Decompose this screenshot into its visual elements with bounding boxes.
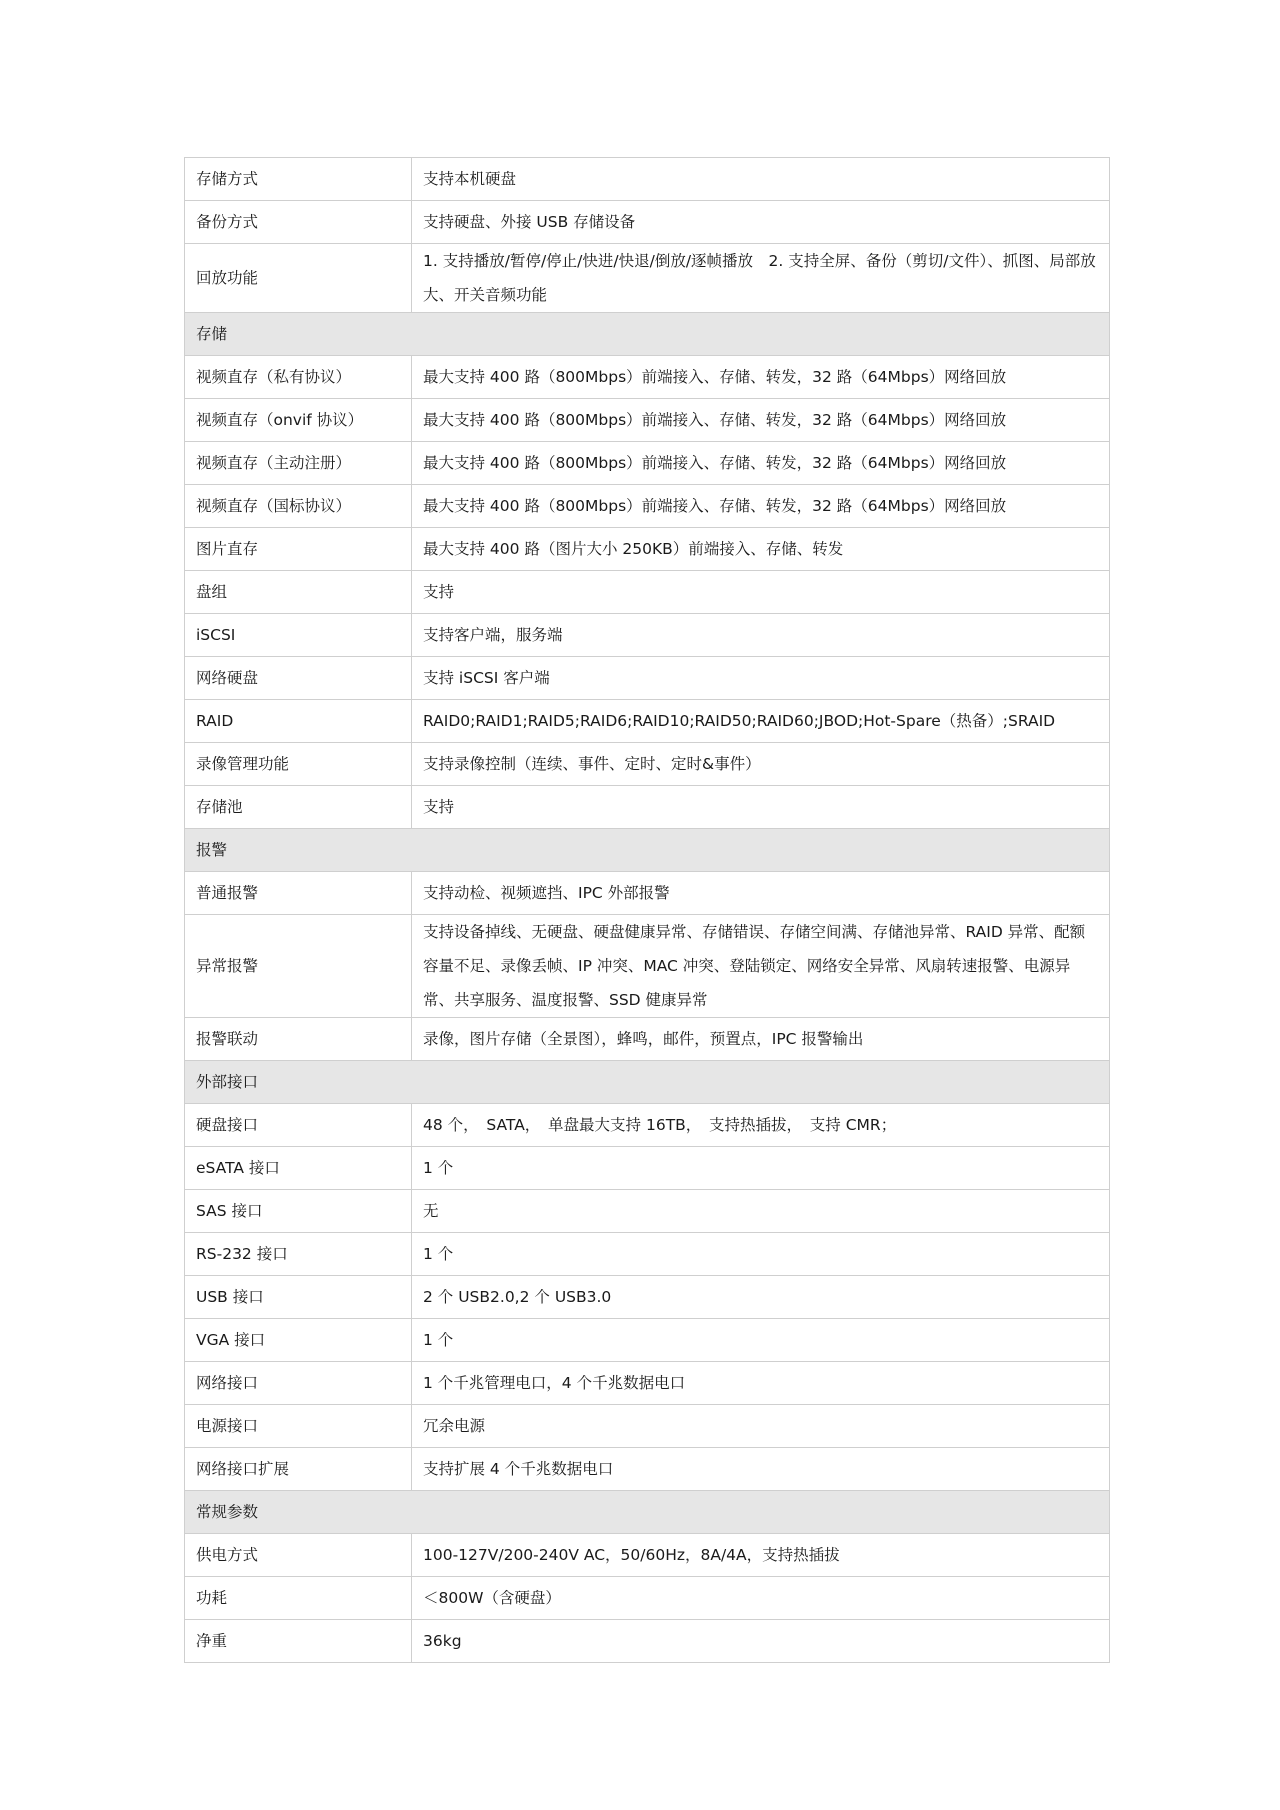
section-title: 存储 — [185, 313, 1110, 356]
spec-row — [185, 1620, 1110, 1663]
spec-label: 网络接口 — [185, 1362, 412, 1405]
spec-row — [185, 356, 1110, 399]
spec-label: 备份方式 — [185, 201, 412, 244]
spec-value: 100-127V/200-240V AC，50/60Hz，8A/4A，支持热插拔 — [412, 1534, 1110, 1577]
spec-value: 最大支持 400 路（800Mbps）前端接入、存储、转发，32 路（64Mbps）网络回放 — [412, 399, 1110, 442]
spec-row — [185, 915, 1110, 1018]
spec-row — [185, 1147, 1110, 1190]
spec-value: 支持动检、视频遮挡、IPC 外部报警 — [412, 872, 1110, 915]
spec-label: 录像管理功能 — [185, 743, 412, 786]
spec-row — [185, 571, 1110, 614]
spec-row — [185, 614, 1110, 657]
section-title: 常规参数 — [185, 1491, 1110, 1534]
spec-label: RS-232 接口 — [185, 1233, 412, 1276]
spec-value: 录像，图片存储（全景图），蜂鸣，邮件，预置点，IPC 报警输出 — [412, 1018, 1110, 1061]
spec-label: 视频直存（国标协议） — [185, 485, 412, 528]
spec-label: 视频直存（主动注册） — [185, 442, 412, 485]
spec-label: 功耗 — [185, 1577, 412, 1620]
spec-label: 图片直存 — [185, 528, 412, 571]
spec-label: 网络硬盘 — [185, 657, 412, 700]
spec-table — [184, 157, 1110, 1663]
spec-label: 存储方式 — [185, 158, 412, 201]
section-title: 外部接口 — [185, 1061, 1110, 1104]
spec-value: 支持录像控制（连续、事件、定时、定时&事件） — [412, 743, 1110, 786]
spec-row — [185, 786, 1110, 829]
spec-value: 支持 iSCSI 客户端 — [412, 657, 1110, 700]
spec-label: 盘组 — [185, 571, 412, 614]
spec-row — [185, 1362, 1110, 1405]
spec-label: 净重 — [185, 1620, 412, 1663]
spec-label: 供电方式 — [185, 1534, 412, 1577]
spec-row — [185, 1577, 1110, 1620]
spec-value: 1 个 — [412, 1147, 1110, 1190]
spec-value: 最大支持 400 路（图片大小 250KB）前端接入、存储、转发 — [412, 528, 1110, 571]
spec-value: 最大支持 400 路（800Mbps）前端接入、存储、转发，32 路（64Mbps）网络回放 — [412, 485, 1110, 528]
section-header-row — [185, 829, 1110, 872]
spec-row — [185, 1405, 1110, 1448]
spec-row — [185, 485, 1110, 528]
spec-table-body — [185, 158, 1110, 1663]
spec-value: 2 个 USB2.0,2 个 USB3.0 — [412, 1276, 1110, 1319]
spec-label: eSATA 接口 — [185, 1147, 412, 1190]
spec-row — [185, 1190, 1110, 1233]
spec-value: 支持硬盘、外接 USB 存储设备 — [412, 201, 1110, 244]
spec-row — [185, 399, 1110, 442]
spec-label: 异常报警 — [185, 915, 412, 1018]
spec-label: RAID — [185, 700, 412, 743]
spec-row — [185, 1018, 1110, 1061]
spec-row — [185, 657, 1110, 700]
spec-label: iSCSI — [185, 614, 412, 657]
spec-label: 视频直存（onvif 协议） — [185, 399, 412, 442]
spec-value: 36kg — [412, 1620, 1110, 1663]
spec-label: 硬盘接口 — [185, 1104, 412, 1147]
spec-value: 支持 — [412, 571, 1110, 614]
spec-label: 网络接口扩展 — [185, 1448, 412, 1491]
spec-value: 支持扩展 4 个千兆数据电口 — [412, 1448, 1110, 1491]
spec-row — [185, 743, 1110, 786]
spec-value: 支持 — [412, 786, 1110, 829]
spec-row — [185, 1104, 1110, 1147]
spec-value: 最大支持 400 路（800Mbps）前端接入、存储、转发，32 路（64Mbps）网络回放 — [412, 356, 1110, 399]
spec-label: 视频直存（私有协议） — [185, 356, 412, 399]
spec-row — [185, 1233, 1110, 1276]
spec-value: 无 — [412, 1190, 1110, 1233]
spec-value: 1. 支持播放/暂停/停止/快进/快退/倒放/逐帧播放 2. 支持全屏、备份（剪切/文件）、抓图、局部放大、开关音频功能 — [412, 244, 1110, 313]
spec-row — [185, 1319, 1110, 1362]
spec-value: RAID0;RAID1;RAID5;RAID6;RAID10;RAID50;RAID60;JBOD;Hot-Spare（热备）;SRAID — [412, 700, 1110, 743]
spec-row — [185, 872, 1110, 915]
spec-label: USB 接口 — [185, 1276, 412, 1319]
spec-label: VGA 接口 — [185, 1319, 412, 1362]
spec-label: 普通报警 — [185, 872, 412, 915]
spec-label: 回放功能 — [185, 244, 412, 313]
spec-value: 冗余电源 — [412, 1405, 1110, 1448]
spec-row — [185, 1448, 1110, 1491]
spec-row — [185, 244, 1110, 313]
spec-row — [185, 1534, 1110, 1577]
spec-label: SAS 接口 — [185, 1190, 412, 1233]
spec-row — [185, 158, 1110, 201]
spec-row — [185, 700, 1110, 743]
section-header-row — [185, 1491, 1110, 1534]
spec-value: 1 个 — [412, 1233, 1110, 1276]
section-header-row — [185, 1061, 1110, 1104]
spec-value: 1 个千兆管理电口，4 个千兆数据电口 — [412, 1362, 1110, 1405]
spec-value: ＜800W（含硬盘） — [412, 1577, 1110, 1620]
spec-row — [185, 201, 1110, 244]
section-title: 报警 — [185, 829, 1110, 872]
spec-value: 支持客户端，服务端 — [412, 614, 1110, 657]
spec-label: 存储池 — [185, 786, 412, 829]
spec-value: 1 个 — [412, 1319, 1110, 1362]
spec-row — [185, 1276, 1110, 1319]
spec-value: 最大支持 400 路（800Mbps）前端接入、存储、转发，32 路（64Mbps）网络回放 — [412, 442, 1110, 485]
spec-value: 支持设备掉线、无硬盘、硬盘健康异常、存储错误、存储空间满、存储池异常、RAID 异常、配额容量不足、录像丢帧、IP 冲突、MAC 冲突、登陆锁定、网络安全异常、风扇转速报警、电源异常、共享服务、温度报警、SSD 健康异常 — [412, 915, 1110, 1018]
spec-value: 48 个， SATA， 单盘最大支持 16TB， 支持热插拔， 支持 CMR； — [412, 1104, 1110, 1147]
section-header-row — [185, 313, 1110, 356]
spec-value: 支持本机硬盘 — [412, 158, 1110, 201]
spec-label: 报警联动 — [185, 1018, 412, 1061]
spec-row — [185, 528, 1110, 571]
spec-row — [185, 442, 1110, 485]
spec-label: 电源接口 — [185, 1405, 412, 1448]
